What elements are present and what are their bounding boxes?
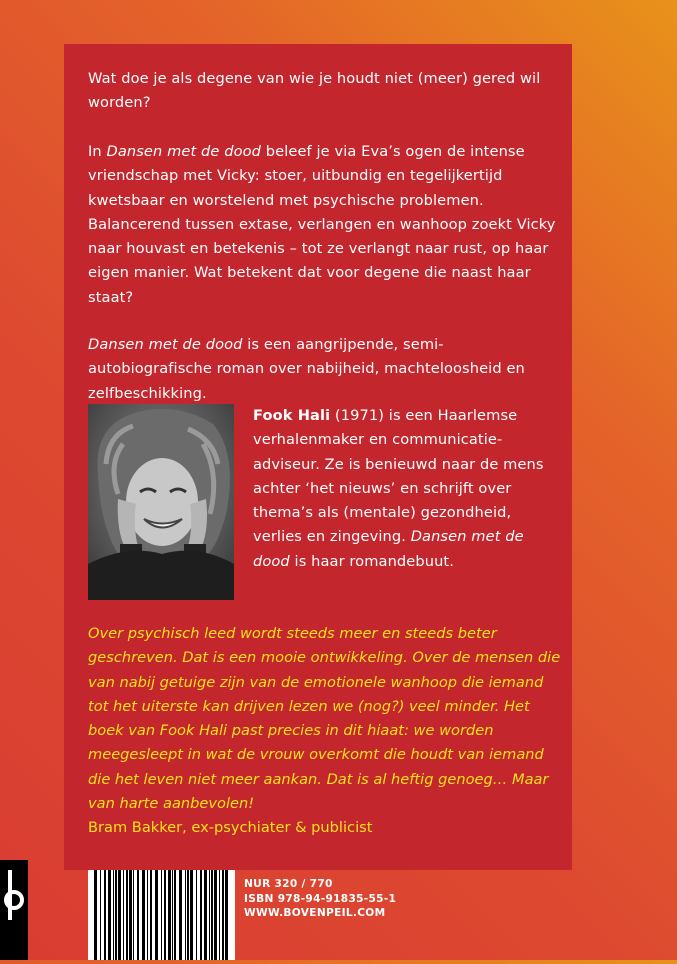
blurb-summary	[88, 140, 558, 310]
barcode-bar	[137, 870, 139, 960]
pitch-text: is een aangrijpende, semi-autobiografische roman over nabijheid, machteloosheid en zelfbeschikking.	[88, 336, 525, 402]
author-name: Fook Hali	[253, 407, 331, 424]
barcode-bar	[200, 870, 202, 960]
barcode-bar	[94, 870, 97, 960]
book-title: Dansen met de dood	[106, 143, 262, 160]
blurb-question: Wat doe je als degene van wie je houdt niet (meer) gered wil worden?	[88, 70, 541, 112]
barcode-bar	[172, 870, 173, 960]
barcode-bar	[225, 870, 228, 960]
summary-text: beleef je via Eva’s ogen de intense vriendschap met Vicky: stoer, uitbundig en tegelijkertijd kwetsbaar en worstelend met psychische problemen. Balancerend tussen extase, verlangen en wanhoop zoekt Vicky naar houvast en betekenis – tot ze verlangt naar rust, op haar eigen manier. Wat betekent dat voor degene die naast haar staat?	[88, 143, 556, 306]
barcode-bar	[168, 870, 171, 960]
colophon	[244, 877, 396, 921]
barcode-bar	[100, 870, 101, 960]
publisher-logo	[0, 860, 28, 960]
barcode-bars	[88, 870, 235, 960]
barcode-bar	[126, 870, 128, 960]
barcode-bar	[190, 870, 193, 960]
author-bio-end: is haar romandebuut.	[289, 552, 454, 570]
isbn-number: ISBN 978-94-91835-55-1	[244, 892, 397, 905]
barcode-bar	[185, 870, 186, 960]
barcode-bar	[147, 870, 148, 960]
barcode-bar	[129, 870, 132, 960]
barcode-bar	[204, 870, 207, 960]
barcode-bar	[211, 870, 213, 960]
barcode	[88, 870, 235, 960]
barcode-bar	[155, 870, 158, 960]
barcode-bar	[161, 870, 162, 960]
barcode-bar	[142, 870, 145, 960]
book-title: Dansen met de dood	[253, 528, 524, 570]
bovenpeil-logo-icon	[0, 860, 28, 960]
barcode-bar	[174, 870, 176, 960]
publisher-website: WWW.BOVENPEIL.COM	[244, 907, 386, 920]
summary-prefix: In	[88, 143, 107, 160]
barcode-bar	[196, 870, 197, 960]
barcode-bar	[118, 870, 121, 960]
barcode-bar	[108, 870, 111, 960]
review-source: Bram Bakker, ex-psychiater & publicist	[88, 819, 373, 836]
barcode-bar	[187, 870, 189, 960]
blurb-pitch	[88, 333, 558, 406]
barcode-bar	[214, 870, 217, 960]
barcode-bar	[104, 870, 106, 960]
author-bio	[253, 404, 553, 574]
author-photo	[88, 404, 234, 600]
barcode-bar	[209, 870, 210, 960]
barcode-bar	[179, 870, 182, 960]
barcode-bar	[133, 870, 134, 960]
barcode-bar	[113, 870, 114, 960]
barcode-bar	[164, 870, 166, 960]
barcode-bar	[115, 870, 117, 960]
book-title: Dansen met de dood	[88, 336, 243, 353]
author-photo-image	[88, 404, 234, 600]
barcode-bar	[123, 870, 124, 960]
barcode-bar	[219, 870, 220, 960]
review-quote: Over psychisch leed wordt steeds meer en steeds beter geschreven. Dat is een mooie ontwikkeling. Over de mensen die van nabij getuige zijn van de emotionele wanhoop die iemand tot het uiterste kan drijven lezen we (nog?) veel minder. Het boek van Fook Hali past precies in dit hiaat: we worden meegesleept in wat de vrouw overkomt die houdt van iemand die het leven niet meer aankan. Dat is al heftig genoeg… Maar van harte aanbevolen!	[88, 625, 561, 813]
barcode-bar	[150, 870, 152, 960]
nur-code: NUR 320 / 770	[244, 878, 333, 890]
barcode-bar	[222, 870, 224, 960]
author-bio-text: (1971) is een Haarlemse verhalenmaker en communicatie-adviseur. Ze is benieuwd naar de mens achter ‘het nieuws’ en schrijft over thema’s als (mentale) gezondheid, verlies en zingeving.	[253, 407, 544, 546]
